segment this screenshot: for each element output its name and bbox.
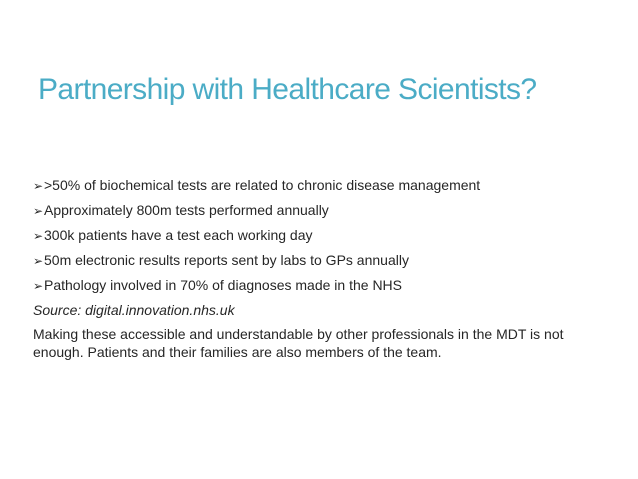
bullet-text: >50% of biochemical tests are related to chronic disease management <box>44 177 481 193</box>
bullet-item <box>33 176 603 201</box>
body-paragraph: Making these accessible and understandable by other professionals in the MDT is not enough. Patients and their families are also members of the team. <box>33 326 564 360</box>
bullet-text: 300k patients have a test each working day <box>44 227 313 243</box>
source-citation: Source: digital.innovation.nhs.uk <box>33 302 235 318</box>
arrowhead-bullet-icon: ➢ <box>33 179 44 193</box>
slide-content <box>33 176 603 361</box>
arrowhead-bullet-icon: ➢ <box>33 254 44 268</box>
bullet-item <box>33 276 603 301</box>
bullet-item <box>33 201 603 226</box>
arrowhead-bullet-icon: ➢ <box>33 279 44 293</box>
bullet-item <box>33 251 603 276</box>
arrowhead-bullet-icon: ➢ <box>33 229 44 243</box>
slide-title: Partnership with Healthcare Scientists? <box>38 73 537 106</box>
bullet-item <box>33 226 603 251</box>
bullet-text: Pathology involved in 70% of diagnoses made in the NHS <box>44 277 402 293</box>
bullet-text: Approximately 800m tests performed annually <box>44 202 329 218</box>
bullet-text: 50m electronic results reports sent by labs to GPs annually <box>44 252 409 268</box>
arrowhead-bullet-icon: ➢ <box>33 204 44 218</box>
